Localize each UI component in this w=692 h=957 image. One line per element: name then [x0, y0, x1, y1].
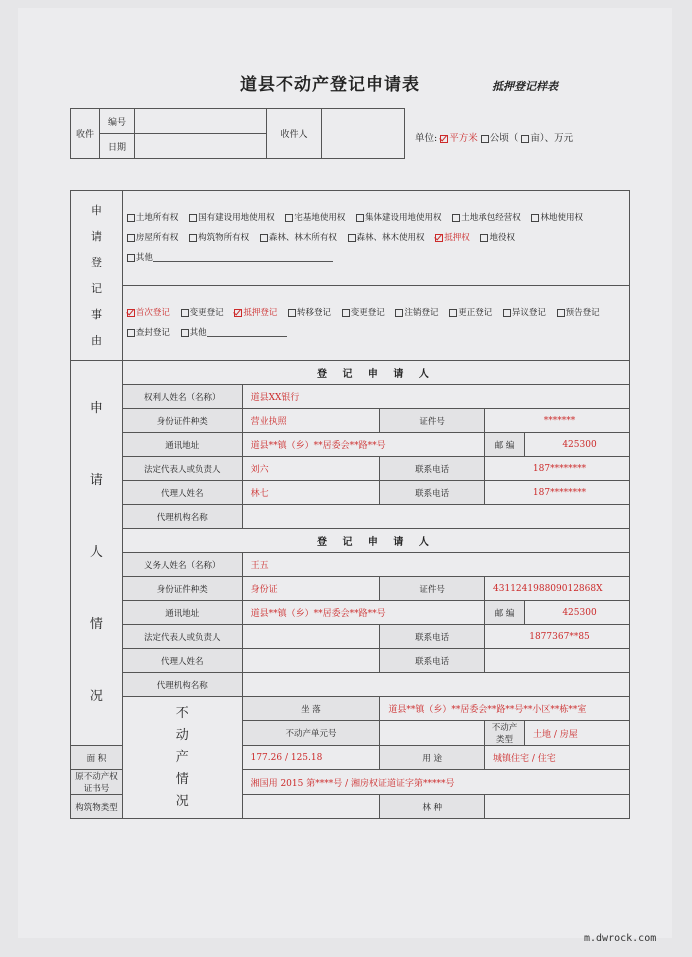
postcode-value[interactable]: 425300 [525, 433, 630, 457]
agent-value[interactable]: 林七 [242, 481, 380, 505]
id-type-label: 身份证件种类 [122, 409, 242, 433]
other-underline[interactable] [207, 328, 287, 337]
id-no-label: 证件号 [380, 409, 485, 433]
receiver-field[interactable] [322, 109, 405, 159]
checkbox-icon [234, 309, 242, 317]
checkbox-icon [521, 135, 529, 143]
right-option[interactable]: 宅基地使用权 [285, 208, 345, 228]
unit-no-label: 不动产单元号 [242, 721, 380, 746]
right-option[interactable]: 构筑物所有权 [189, 228, 249, 248]
application-table [70, 190, 630, 819]
id-no2-label: 证件号 [380, 577, 485, 601]
property-side-label: 不动产情况 [122, 697, 242, 819]
use-value[interactable]: 城镇住宅 / 住宅 [485, 746, 630, 770]
type-label: 不动产类型 [485, 721, 525, 746]
unit-label: 单位: [415, 133, 438, 144]
form-title: 道县不动产登记申请表 [240, 75, 420, 95]
checkbox-icon [260, 234, 268, 242]
receipt-side-label: 收件 [71, 109, 100, 159]
checkbox-icon [480, 234, 488, 242]
checkbox-icon [127, 234, 135, 242]
cert-label: 原不动产权证书号 [71, 770, 123, 795]
checkbox-icon [452, 214, 460, 222]
legal-rep2-label: 法定代表人或负责人 [122, 625, 242, 649]
reg-option-other[interactable]: 其他 [181, 323, 287, 343]
agent-label: 代理人姓名 [122, 481, 242, 505]
right-option[interactable]: 土地所有权 [127, 208, 179, 228]
number-label: 编号 [100, 109, 135, 134]
postcode-label: 邮 编 [485, 433, 525, 457]
checkbox-icon [189, 214, 197, 222]
structure-label: 构筑物类型 [71, 795, 123, 819]
agent2-phone-value[interactable] [485, 649, 630, 673]
legal-rep2-value[interactable] [242, 625, 380, 649]
agency-label: 代理机构名称 [122, 505, 242, 529]
checkbox-icon [481, 135, 489, 143]
agency-value[interactable] [242, 505, 629, 529]
checkbox-icon [127, 329, 135, 337]
location-value[interactable]: 道县**镇（乡）**居委会**路**号**小区**栋**室 [380, 697, 630, 721]
right-option[interactable]: 森林、林木使用权 [348, 228, 425, 248]
checkbox-icon [395, 309, 403, 317]
checkbox-icon [288, 309, 296, 317]
agent-phone-label: 联系电话 [380, 481, 485, 505]
structure-value[interactable] [242, 795, 380, 819]
checkbox-icon [127, 309, 135, 317]
unit-option-sqm[interactable]: 平方米 [440, 133, 478, 144]
unit-option-mu[interactable]: 亩）、万元 [521, 133, 573, 144]
obligor-label: 义务人姓名（名称） [122, 553, 242, 577]
right-option[interactable]: 集体建设用地使用权 [356, 208, 442, 228]
rights-holder-label: 权利人姓名（名称） [122, 385, 242, 409]
id-type2-value[interactable]: 身份证 [242, 577, 380, 601]
type-value[interactable]: 土地 / 房屋 [525, 721, 630, 746]
reg-option[interactable]: 变更登记 [181, 303, 224, 323]
postcode2-label: 邮 编 [485, 601, 525, 625]
reg-option[interactable]: 更正登记 [449, 303, 492, 323]
right-option[interactable]: 土地承包经营权 [452, 208, 521, 228]
checkbox-icon [348, 234, 356, 242]
agent-phone-value[interactable]: 187******** [485, 481, 630, 505]
application-side-label: 申请登记事由 [71, 191, 123, 361]
agent2-label: 代理人姓名 [122, 649, 242, 673]
phone2-value[interactable]: 1877367**85 [485, 625, 630, 649]
section-title-obligor: 登 记 申 请 人 [122, 529, 629, 553]
unit-no-value[interactable] [380, 721, 485, 746]
right-option[interactable]: 地役权 [480, 228, 515, 248]
receipt-table [70, 108, 405, 159]
id-type2-label: 身份证件种类 [122, 577, 242, 601]
number-field[interactable] [135, 109, 267, 134]
agency2-value[interactable] [242, 673, 629, 697]
form-subtitle: 抵押登记样表 [492, 80, 558, 93]
checkbox-icon [503, 309, 511, 317]
location-label: 坐 落 [242, 697, 380, 721]
checkbox-icon [440, 135, 448, 143]
date-label: 日期 [100, 134, 135, 159]
agency2-label: 代理机构名称 [122, 673, 242, 697]
unit-selector [415, 130, 573, 144]
checkbox-icon [356, 214, 364, 222]
right-option[interactable]: 森林、林木所有权 [260, 228, 337, 248]
checkbox-icon [127, 254, 135, 262]
postcode2-value[interactable]: 425300 [525, 601, 630, 625]
checkbox-icon [435, 234, 443, 242]
date-field[interactable] [135, 134, 267, 159]
phone-value[interactable]: 187******** [485, 457, 630, 481]
right-option-other[interactable]: 其他 [127, 248, 333, 268]
checkbox-icon [531, 214, 539, 222]
address2-label: 通讯地址 [122, 601, 242, 625]
unit-option-hectare[interactable]: 公顷（ [481, 133, 519, 144]
reg-option[interactable]: 查封登记 [127, 323, 170, 343]
watermark: m.dwrock.com [584, 933, 657, 944]
checkbox-icon [449, 309, 457, 317]
section-title-applicant: 登 记 申 请 人 [122, 361, 629, 385]
reg-option-mortgage[interactable]: 抵押登记 [234, 303, 277, 323]
checkbox-icon [127, 214, 135, 222]
receiver-label: 收件人 [267, 109, 322, 159]
legal-rep-value[interactable]: 刘六 [242, 457, 380, 481]
id-type-value[interactable]: 营业执照 [242, 409, 380, 433]
address2-value[interactable]: 道县**镇（乡）**居委会**路**号 [242, 601, 484, 625]
use-label: 用 途 [380, 746, 485, 770]
agent2-value[interactable] [242, 649, 380, 673]
right-option-mortgage[interactable]: 抵押权 [435, 228, 470, 248]
reg-option[interactable]: 预告登记 [557, 303, 600, 323]
agent2-phone-label: 联系电话 [380, 649, 485, 673]
address-label: 通讯地址 [122, 433, 242, 457]
right-option[interactable]: 林地使用权 [531, 208, 583, 228]
applicant-side-label: 申请人情况 [71, 361, 123, 746]
area-value[interactable]: 177.26 / 125.18 [242, 746, 380, 770]
rights-holder-value[interactable]: 道县XX银行 [242, 385, 629, 409]
phone-label: 联系电话 [380, 457, 485, 481]
other-underline[interactable] [153, 253, 333, 262]
reg-option[interactable]: 注销登记 [395, 303, 438, 323]
checkbox-icon [285, 214, 293, 222]
address-value[interactable]: 道县**镇（乡）**居委会**路**号 [242, 433, 484, 457]
area-label: 面 积 [71, 746, 123, 770]
forest-value[interactable] [485, 795, 630, 819]
cert-value[interactable]: 湘国用 2015 第****号 / 湘房权证道证字第*****号 [242, 770, 629, 795]
reg-option[interactable]: 变更登记 [342, 303, 385, 323]
reg-option[interactable]: 转移登记 [288, 303, 331, 323]
checkbox-icon [342, 309, 350, 317]
forest-label: 林 种 [380, 795, 485, 819]
obligor-value[interactable]: 王五 [242, 553, 629, 577]
right-option[interactable]: 国有建设用地使用权 [189, 208, 275, 228]
right-option[interactable]: 房屋所有权 [127, 228, 179, 248]
checkbox-icon [181, 329, 189, 337]
checkbox-icon [557, 309, 565, 317]
reg-option[interactable]: 异议登记 [503, 303, 546, 323]
reg-option-first[interactable]: 首次登记 [127, 303, 170, 323]
registration-options [122, 286, 629, 361]
checkbox-icon [189, 234, 197, 242]
id-no2-value[interactable]: 431124198809012868X [485, 577, 630, 601]
legal-rep-label: 法定代表人或负责人 [122, 457, 242, 481]
id-no-value[interactable]: ******* [485, 409, 630, 433]
rights-options [122, 191, 629, 286]
checkbox-icon [181, 309, 189, 317]
phone2-label: 联系电话 [380, 625, 485, 649]
